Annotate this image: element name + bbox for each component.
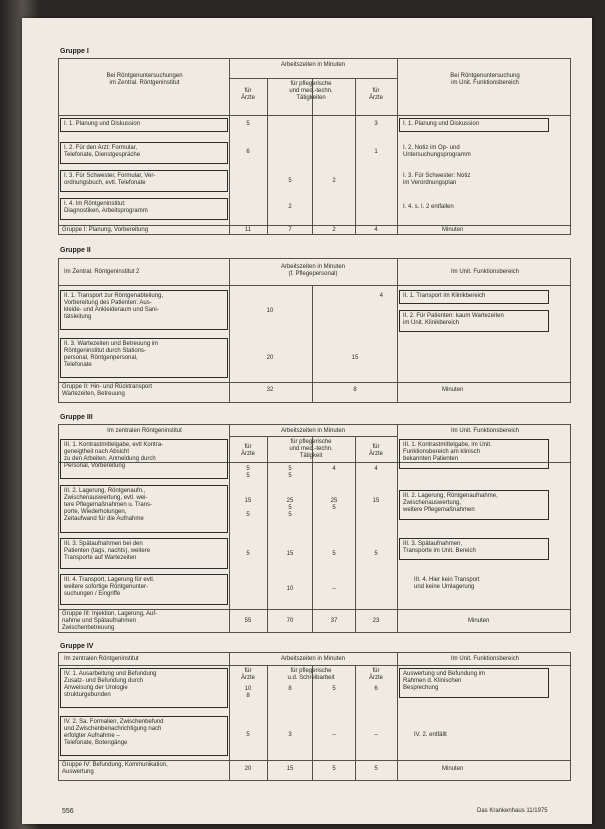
cell: 10 8 (244, 686, 252, 699)
table-rule (58, 609, 570, 610)
cell: 4 (374, 466, 378, 472)
table-rule (58, 652, 570, 653)
sum-label: Gruppe IV: Befundung, Kommunikation, Auswertung (62, 762, 168, 775)
cell: 15 (286, 551, 294, 557)
cell: 70 (286, 618, 294, 624)
cell: 15 (372, 498, 380, 504)
cell: 5 (246, 732, 250, 738)
sum-unit: Minuten (442, 766, 464, 772)
column-header: Arbeitszeiten in Minuten (280, 428, 346, 434)
cell: 2 (288, 204, 292, 210)
table-rule (58, 285, 570, 286)
table-rule (58, 258, 59, 402)
row-label: I. 3. Für Schwester, Formular, Ver- ordnungsbuch, evtl. Telefonate (64, 173, 156, 186)
cell: 20 (244, 766, 252, 772)
column-header: für Ärzte (240, 668, 255, 681)
row-label: IV. 2. entfällt (414, 732, 447, 738)
cell: 5 5 (246, 466, 250, 479)
cell: – (332, 586, 336, 592)
cell: 15 5 (244, 498, 252, 518)
table-rule (58, 234, 571, 235)
cell: – (332, 732, 336, 738)
cell: 6 (246, 149, 250, 155)
row-label: II. 2. Für Patienten: kaum Wartezeiten im Unit. Klinikbereich (403, 313, 504, 326)
row-label: II. 1. Transport zur Röntgenabteilung, Vorbereitung des Patienten: Aus- kleide- und Ankleideraum und Sani- tätsleitung (64, 293, 164, 320)
column-header: Im zentralen Röntgeninstitut (107, 428, 182, 434)
table-rule (58, 258, 570, 259)
group-title: Gruppe II (60, 247, 91, 254)
sum-unit: Minuten (468, 618, 490, 624)
table-rule (58, 424, 570, 425)
table-rule (397, 652, 398, 780)
sum-unit: Minuten (442, 227, 464, 233)
row-label: II. 3. Wartezeiten und Betreuung im Röntgeninstitut durch Stations- personal, Röntgenpersonal, Telefonate (64, 341, 159, 368)
cell: 5 (374, 766, 378, 772)
cell: 8 (288, 686, 292, 692)
row-label: IV. 2. Sa. Formalien, Zwischenbefund und Zwischenbenachrichtigung nach erfolgter Aufnahme – Telefonate, Botengänge (64, 719, 164, 746)
table-rule (58, 402, 571, 403)
table-rule (397, 424, 398, 632)
group-title: Gruppe III (60, 414, 93, 421)
table-rule (312, 665, 313, 780)
sum-label: Gruppe I: Planung, Vorbereitung (62, 227, 149, 233)
column-header: Arbeitszeiten in Minuten (280, 62, 346, 68)
sum-unit: Minuten (442, 387, 464, 393)
table-rule (58, 780, 571, 781)
column-header: für pflegerische und med.-techn. Tätigkeiten (289, 81, 333, 101)
column-header: Arbeitszeiten in Minuten (f. Pflegepersonal) (280, 264, 346, 277)
table-rule (229, 78, 397, 79)
cell: 4 (332, 466, 336, 472)
cell: 15 (351, 355, 359, 361)
table-rule (58, 424, 59, 632)
table-rule (570, 424, 571, 632)
cell: 11 (244, 227, 252, 233)
page-number: 556 (62, 808, 74, 815)
cell: 6 (374, 686, 378, 692)
row-label: IV. 1. Ausarbeitung und Befundung Zusatz- und Befundung durch Anweisung der Urologie strukturgebunden (64, 671, 157, 698)
row-label: II. 1. Transport im Klinikbereich (403, 293, 486, 299)
document-page (22, 18, 592, 824)
column-header: für Ärzte (240, 88, 255, 101)
table-rule (58, 632, 571, 633)
cell: 10 (266, 308, 274, 314)
cell: 5 (374, 551, 378, 557)
cell: 20 (266, 355, 274, 361)
column-header: Im Unit. Funktionsbereich (450, 428, 520, 434)
row-label: III. 4. Transport, Lagerung für evtl. weitere sofortige Röntgenunter- suchungen / Eingriffe (64, 577, 155, 597)
cell: 2 (332, 178, 336, 184)
row-label: I. 1. Planung und Diskussion (403, 121, 480, 127)
sum-label: Gruppe II: Hin- und Rücktransport Wartezeiten, Betreuung (62, 384, 153, 397)
table-rule (58, 58, 570, 59)
column-header: Im Unit. Funktionsbereich (450, 269, 520, 275)
cell: 7 (288, 227, 292, 233)
row-label: III. 2. Lagerung, Röntgenaufnahme, Zwischenauswertung, weitere Pflegemaßnahmen (403, 493, 498, 513)
cell: 2 (332, 227, 336, 233)
cell: 15 (286, 766, 294, 772)
table-rule (58, 115, 570, 116)
row-label: I. 2. Für den Arzt: Formular, Telefonate, Dienstgespräche (64, 145, 141, 158)
cell: 55 (244, 618, 252, 624)
table-rule (397, 58, 398, 234)
cell: 3 (288, 732, 292, 738)
cell: 5 5 (288, 466, 292, 479)
cell: 25 5 (330, 498, 338, 511)
table-rule (570, 258, 571, 402)
table-rule (58, 225, 570, 226)
column-header: für Ärzte (368, 668, 383, 681)
cell: 8 (353, 387, 357, 393)
row-label: III. 3. Spätaufnahmen, Transporte im Unit. Bereich (403, 541, 476, 554)
cell: 5 (246, 121, 250, 127)
table-rule (58, 665, 570, 666)
row-label: Auswertung und Befundung im Rahmen d. Klinischen Besprechung (403, 671, 486, 691)
row-label: III. 4. Hier kein Transport und keine Umlagerung (414, 577, 480, 590)
row-label: I. 3. Für Schwester: Notiz im Verordnungsplan (403, 173, 471, 186)
sum-label: Gruppe III: Injektion, Lagerung, Auf- nahme und Spätaufnahmen Zwischenbetreuung (62, 611, 158, 631)
column-header: Bei Röntgenuntersuchungen im Zentral. Röntgeninstitut (106, 73, 183, 86)
group-title: Gruppe I (60, 48, 89, 55)
row-label: I. 4. Im Röntgeninstitut: Diagnostiken, Arbeitsprogramm (64, 201, 148, 214)
cell: 4 (374, 227, 378, 233)
cell: 5 (332, 766, 336, 772)
cell: 25 5 5 (286, 498, 294, 518)
table-rule (570, 652, 571, 780)
table-rule (58, 760, 570, 761)
row-label: III. 1. Kontrastmittelgabe, evtl Kontra- geneigtheit nach Absicht zu den Arbeiten. Anmeldung durch Personal, Vorbereitung (64, 442, 164, 469)
table-rule (58, 58, 59, 234)
cell: – (374, 732, 378, 738)
row-label: III. 2. Lagerung, Röntgenaufn., Zwischenauswertung, evtl. wei- tere Pflegemaßnahmen u. Trans- porte, Wiederholungen, Zeitaufwand für die Aufnahme (64, 488, 153, 522)
table-rule (229, 436, 397, 437)
column-header: Arbeitszeiten in Minuten (280, 656, 346, 662)
column-header: für Ärzte (240, 444, 255, 457)
column-header: für pflegerische und med.-techn. Tätigkeit (289, 439, 333, 459)
table-rule (312, 285, 313, 402)
row-label: III. 1. Kontrastmittelgabe, im Unit. Funktionsbereich am klinisch bekannten Patienten (403, 442, 492, 462)
cell: 32 (266, 387, 274, 393)
cell: 4 (379, 293, 383, 299)
group-title: Gruppe IV (60, 643, 94, 650)
table-rule (355, 665, 356, 780)
column-header: Im zentralen Röntgeninstitut (64, 656, 139, 662)
column-header: Bei Röntgenuntersuchung im Unit. Funktionsbereich (450, 73, 520, 86)
cell: 5 (246, 551, 250, 557)
row-label: III. 3. Spätaufnahmen bei den Patienten (tags, nachts), weitere Transporte auf Wartezeiten (64, 541, 151, 561)
cell: 3 (374, 121, 378, 127)
row-label: I. 2. Notiz im Op- und Untersuchungsprogramm (403, 145, 471, 158)
column-header: für pflegerische u.d. Schreibarbeit (287, 668, 335, 681)
row-label: I. 4. s. I. 2 entfallen (403, 204, 454, 210)
column-header: für Ärzte (368, 88, 383, 101)
cell: 5 (332, 551, 336, 557)
table-rule (229, 58, 230, 234)
column-header: für Ärzte (368, 444, 383, 457)
column-header: Im Unit. Funktionsbereich (450, 656, 520, 662)
table-rule (397, 258, 398, 402)
table-rule (229, 258, 230, 402)
cell: 37 (330, 618, 338, 624)
cell: 1 (374, 149, 378, 155)
journal-reference: Das Krankenhaus 11/1975 (477, 808, 548, 814)
table-rule (267, 665, 268, 780)
cell: 23 (372, 618, 380, 624)
table-rule (58, 382, 570, 383)
row-label: I. 1. Planung und Diskussion (64, 121, 141, 127)
table-rule (570, 58, 571, 234)
column-header: Im Zentral. Röntgeninstitut 2 (64, 269, 140, 275)
cell: 5 (288, 178, 292, 184)
cell: 10 (286, 586, 294, 592)
cell: 5 (332, 686, 336, 692)
